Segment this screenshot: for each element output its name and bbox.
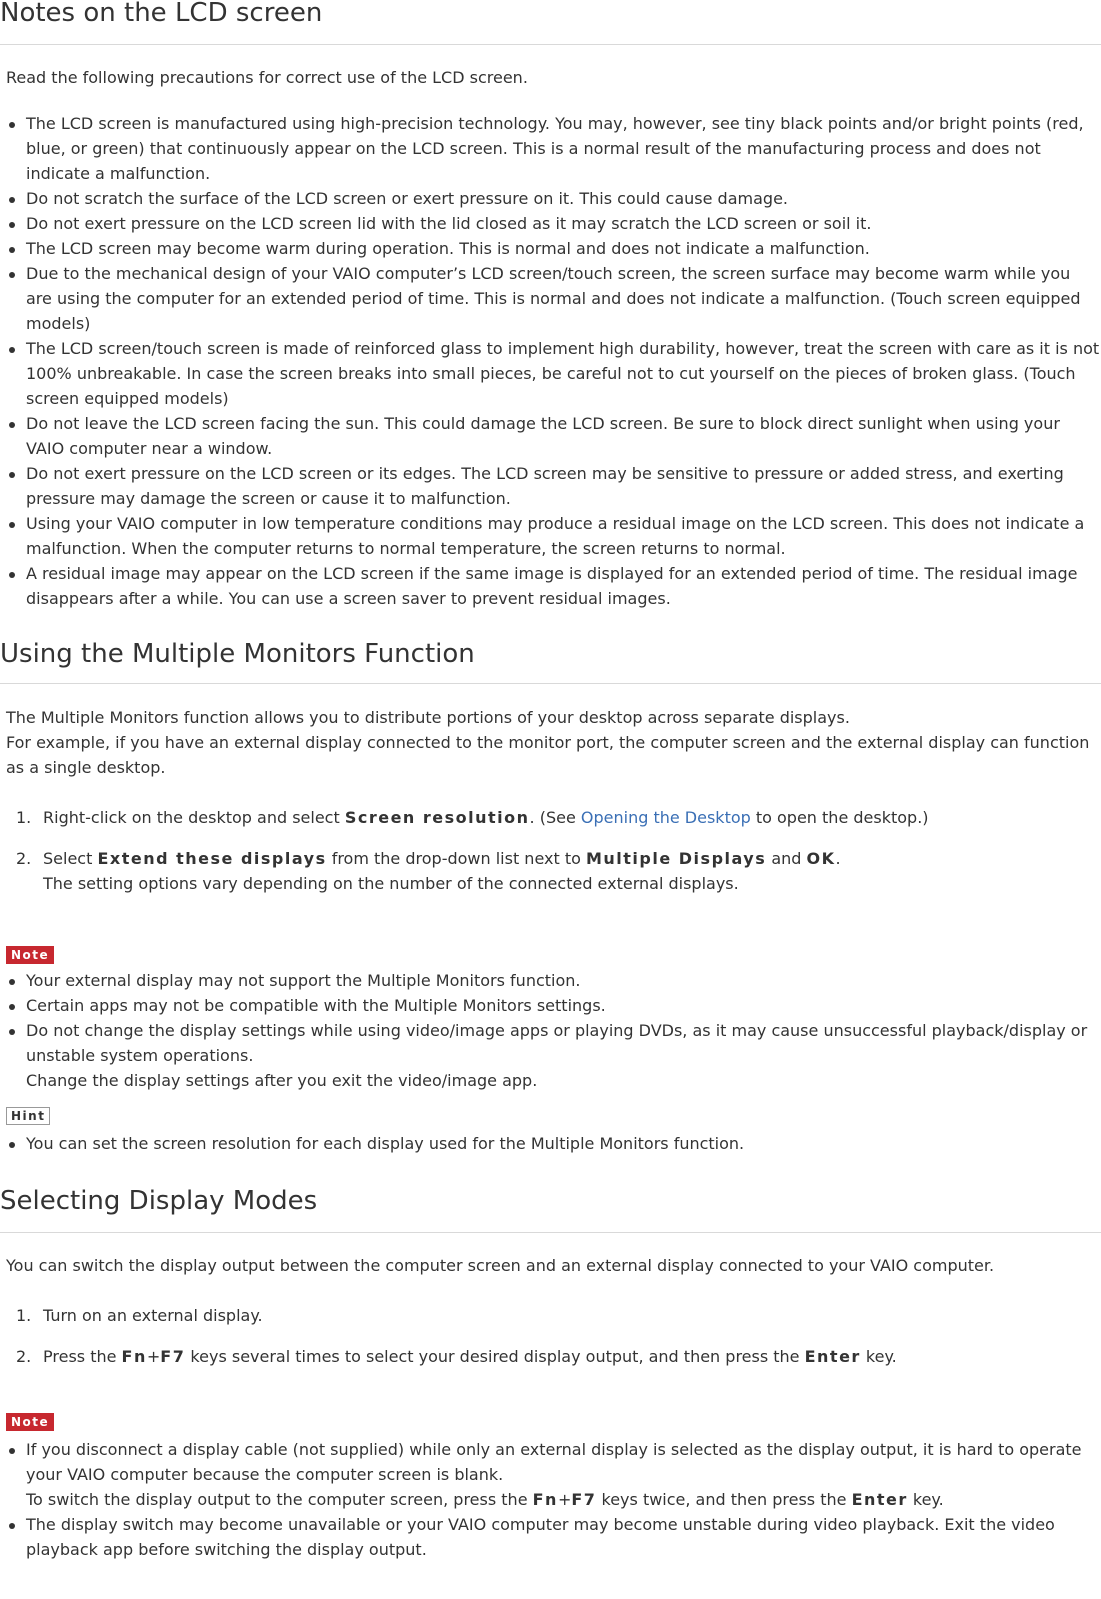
step-text: to open the desktop.) <box>750 808 929 827</box>
list-item: Do not exert pressure on the LCD screen lid with the lid closed as it may scratch the LCD screen or soil it. <box>0 211 1101 236</box>
step-text: from the drop-down list next to <box>326 849 586 868</box>
list-item: A residual image may appear on the LCD screen if the same image is displayed for an extended period of time. The residual image disappears after a while. You can use a screen saver to prevent residual images. <box>0 561 1101 611</box>
section-display-modes-header <box>0 1188 1101 1233</box>
key-f7: F7 <box>160 1347 186 1366</box>
key-enter: Enter <box>851 1490 908 1509</box>
step-number: 1. <box>16 1306 32 1325</box>
step-text: Turn on an external display. <box>43 1306 263 1325</box>
display-modes-notes-list <box>0 1437 1101 1562</box>
step-subtext: The setting options vary depending on the number of the connected external displays. <box>43 874 739 893</box>
ok-label: OK <box>806 849 836 868</box>
step-text: key. <box>860 1347 897 1366</box>
list-item <box>0 1437 1101 1512</box>
display-modes-steps <box>0 1303 1101 1369</box>
menu-command-screen-resolution: Screen resolution <box>344 808 530 827</box>
step-text: . <box>835 849 841 868</box>
section-display-modes-intro: You can switch the display output between the computer screen and an external display connected to your VAIO computer. <box>6 1256 995 1275</box>
key-plus: + <box>146 1347 161 1366</box>
note-subtext-part: key. <box>907 1490 944 1509</box>
step-item <box>0 846 1101 896</box>
multi-monitor-notes-list <box>0 968 1101 1093</box>
multi-monitor-steps <box>0 805 1101 896</box>
step-item <box>0 805 1101 830</box>
section-multi-monitor-header <box>0 641 1101 684</box>
note-subtext <box>26 1487 1101 1512</box>
key-plus: + <box>557 1490 572 1509</box>
list-item: Your external display may not support the Multiple Monitors function. <box>0 968 1101 993</box>
list-item <box>0 1018 1101 1093</box>
key-fn: Fn <box>121 1347 147 1366</box>
list-item: Certain apps may not be compatible with the Multiple Monitors settings. <box>0 993 1101 1018</box>
list-item: Due to the mechanical design of your VAIO computer’s LCD screen/touch screen, the screen surface may become warm while you are using the computer for an extended period of time. This is normal and does not indicate a malfunction. (Touch screen equipped models) <box>0 261 1101 336</box>
key-enter: Enter <box>804 1347 861 1366</box>
opening-desktop-link[interactable]: Opening the Desktop <box>580 808 751 827</box>
note-badge: Note <box>6 946 54 964</box>
lcd-precautions-list <box>0 111 1101 611</box>
section-lcd-intro: Read the following precautions for correct use of the LCD screen. <box>6 68 528 87</box>
option-multiple-displays: Multiple Displays <box>585 849 767 868</box>
list-item: The LCD screen is manufactured using high-precision technology. You may, however, see tiny black points and/or bright points (red, blue, or green) that continuously appear on the LCD screen. This is a normal result of the manufacturing process and does not indicate a malfunction. <box>0 111 1101 186</box>
section-multi-monitor-intro-1: The Multiple Monitors function allows you to distribute portions of your desktop across separate displays. <box>6 708 850 727</box>
step-text: keys several times to select your desired display output, and then press the <box>185 1347 805 1366</box>
list-item: The LCD screen may become warm during operation. This is normal and does not indicate a malfunction. <box>0 236 1101 261</box>
note-subtext-part: To switch the display output to the computer screen, press the <box>26 1490 533 1509</box>
step-text: Select <box>43 849 98 868</box>
step-number: 2. <box>16 1347 32 1366</box>
list-item: Do not scratch the surface of the LCD screen or exert pressure on it. This could cause damage. <box>0 186 1101 211</box>
hint-badge: Hint <box>6 1107 50 1125</box>
section-multi-monitor-intro-2: For example, if you have an external display connected to the monitor port, the computer screen and the external display can function as a single desktop. <box>6 733 1090 777</box>
list-item: You can set the screen resolution for each display used for the Multiple Monitors function. <box>0 1131 1101 1156</box>
section-lcd-header <box>0 0 1101 45</box>
list-item: The display switch may become unavailable or your VAIO computer may become unstable during video playback. Exit the video playback app before switching the display output. <box>0 1512 1101 1562</box>
section-title-display-modes: Selecting Display Modes <box>0 1186 318 1216</box>
section-title-lcd: Notes on the LCD screen <box>0 0 323 28</box>
note-text: Do not change the display settings while using video/image apps or playing DVDs, as it may cause unsuccessful playback/display or unstable system operations. <box>26 1021 1088 1065</box>
step-number: 2. <box>16 849 32 868</box>
step-item <box>0 1344 1101 1369</box>
key-fn: Fn <box>532 1490 558 1509</box>
note-subtext-part: keys twice, and then press the <box>596 1490 852 1509</box>
option-extend-displays: Extend these displays <box>97 849 327 868</box>
step-text: Press the <box>43 1347 122 1366</box>
list-item: Using your VAIO computer in low temperature conditions may produce a residual image on the LCD screen. This does not indicate a malfunction. When the computer returns to normal temperature, the screen returns to normal. <box>0 511 1101 561</box>
step-text: and <box>766 849 807 868</box>
step-text: Right-click on the desktop and select <box>43 808 345 827</box>
step-item <box>0 1303 1101 1328</box>
note-text: If you disconnect a display cable (not supplied) while only an external display is selected as the display output, it is hard to operate your VAIO computer because the computer screen is blank. <box>26 1440 1082 1484</box>
step-number: 1. <box>16 808 32 827</box>
multi-monitor-hints-list <box>0 1131 1101 1156</box>
hint-badge-row <box>0 1105 1101 1125</box>
note-badge: Note <box>6 1413 54 1431</box>
list-item: Do not leave the LCD screen facing the sun. This could damage the LCD screen. Be sure to block direct sunlight when using your VAIO computer near a window. <box>0 411 1101 461</box>
note-badge-row <box>0 944 1101 964</box>
note-subtext: Change the display settings after you exit the video/image app. <box>26 1071 538 1090</box>
step-text: . (See <box>529 808 581 827</box>
note-badge-row <box>0 1411 1101 1431</box>
list-item: The LCD screen/touch screen is made of reinforced glass to implement high durability, however, treat the screen with care as it is not 100% unbreakable. In case the screen breaks into small pieces, be careful not to cut yourself on the pieces of broken glass. (Touch screen equipped models) <box>0 336 1101 411</box>
key-f7: F7 <box>571 1490 597 1509</box>
section-title-multi-monitor: Using the Multiple Monitors Function <box>0 639 475 669</box>
list-item: Do not exert pressure on the LCD screen or its edges. The LCD screen may be sensitive to pressure or added stress, and exerting pressure may damage the screen or cause it to malfunction. <box>0 461 1101 511</box>
